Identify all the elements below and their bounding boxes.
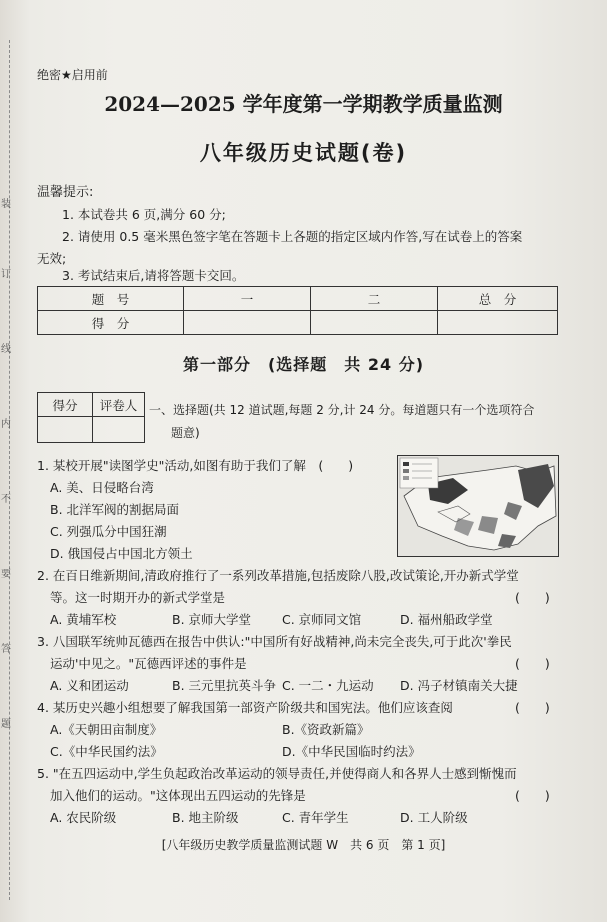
part-title: 第一部分 (选择题 共 24 分) <box>182 355 425 374</box>
answer-option: A. 农民阶级 <box>50 810 117 825</box>
confidential-label: 绝密★启用前 <box>37 68 108 82</box>
answer-option: B. 地主阶级 <box>172 810 239 825</box>
binding-char: 答 <box>1 644 11 655</box>
answer-bracket: ( ) <box>515 656 550 671</box>
answer-option: C. 青年学生 <box>282 810 349 825</box>
answer-option: B. 三元里抗英斗争 <box>172 678 277 693</box>
question-stem: 1. 某校开展"读图学史"活动,如图有助于我们了解 ( ) <box>37 458 354 473</box>
grader-name-cell <box>93 417 145 443</box>
score-table-header: 二 <box>311 287 438 311</box>
question-stem: 4. 某历史兴趣小组想要了解我国第一部资产阶级共和国宪法。他们应该查阅 <box>37 700 453 715</box>
score-cell <box>438 311 558 335</box>
answer-option: C. 一二・九运动 <box>282 678 374 693</box>
binding-char: 要 <box>1 569 11 580</box>
question-stem: 加入他们的运动。"这体现出五四运动的先锋是 <box>50 788 306 803</box>
tip-item: 2. 请使用 0.5 毫米黑色签字笔在答题卡上各题的指定区域内作答,写在试卷上的答案 <box>62 229 523 244</box>
score-table-label: 得 分 <box>38 311 184 335</box>
section-instructions: 一、选择题(共 12 道试题,每题 2 分,计 24 分。每道题只有一个选项符合 <box>149 403 535 417</box>
grader-score-cell <box>38 417 93 443</box>
binding-char: 订 <box>1 269 11 280</box>
answer-option: B. 北洋军阀的割据局面 <box>50 502 180 517</box>
grader-score-label: 得分 <box>38 393 93 417</box>
tip-item: 1. 本试卷共 6 页,满分 60 分; <box>62 207 226 222</box>
binding-line <box>9 40 10 900</box>
answer-option: B.《资政新篇》 <box>282 722 370 737</box>
binding-char: 内 <box>1 419 11 430</box>
question-stem: 2. 在百日维新期间,清政府推行了一系列改革措施,包括废除八股,改试策论,开办新式学堂 <box>37 568 519 583</box>
historical-map-figure <box>397 455 559 557</box>
score-table-header: 题 号 <box>38 287 184 311</box>
score-table <box>37 286 558 335</box>
score-cell <box>311 311 438 335</box>
answer-bracket: ( ) <box>515 700 550 715</box>
section-instructions: 题意) <box>171 426 200 440</box>
answer-option: C. 列强瓜分中国狂潮 <box>50 524 167 539</box>
grader-box <box>37 392 145 443</box>
question-stem: 运动'中见之。"瓦德西评述的事件是 <box>50 656 247 671</box>
answer-option: A. 美、日侵略台湾 <box>50 480 154 495</box>
exam-title: 2024—2025 学年度第一学期教学质量监测 <box>104 92 503 116</box>
answer-option: A.《天朝田亩制度》 <box>50 722 163 737</box>
answer-option: D.《中华民国临时约法》 <box>282 744 421 759</box>
binding-char: 题 <box>1 719 11 730</box>
answer-option: D. 冯子材镇南关大捷 <box>400 678 518 693</box>
question-stem: 3. 八国联军统帅瓦德西在报告中供认:"中国所有好战精神,尚未完全丧失,可于此次'拳民 <box>37 634 512 649</box>
score-table-header: 总 分 <box>438 287 558 311</box>
tip-item: 无效; <box>37 251 67 266</box>
answer-option: C. 京师同文馆 <box>282 612 362 627</box>
tips-heading: 温馨提示: <box>37 185 94 200</box>
binding-char: 装 <box>1 199 11 210</box>
answer-option: D. 福州船政学堂 <box>400 612 493 627</box>
tip-item: 3. 考试结束后,请将答题卡交回。 <box>62 268 245 283</box>
answer-option: A. 黄埔军校 <box>50 612 117 627</box>
score-table-header: 一 <box>184 287 311 311</box>
question-stem: 等。这一时期开办的新式学堂是 <box>50 590 226 605</box>
answer-option: D. 俄国侵占中国北方领土 <box>50 546 193 561</box>
answer-bracket: ( ) <box>515 590 550 605</box>
answer-option: A. 义和团运动 <box>50 678 129 693</box>
answer-option: C.《中华民国约法》 <box>50 744 163 759</box>
binding-char: 不 <box>1 494 11 505</box>
score-cell <box>184 311 311 335</box>
exam-subtitle: 八年级历史试题(卷) <box>199 141 408 165</box>
page-footer: [八年级历史教学质量监测试题 W 共 6 页 第 1 页] <box>161 838 446 852</box>
binding-char: 线 <box>1 344 11 355</box>
answer-option: B. 京师大学堂 <box>172 612 252 627</box>
answer-option: D. 工人阶级 <box>400 810 468 825</box>
answer-bracket: ( ) <box>515 788 550 803</box>
grader-name-label: 评卷人 <box>93 393 145 417</box>
question-stem: 5. "在五四运动中,学生负起政治改革运动的领导责任,并使得商人和各界人士感到惭愧而 <box>37 766 517 781</box>
